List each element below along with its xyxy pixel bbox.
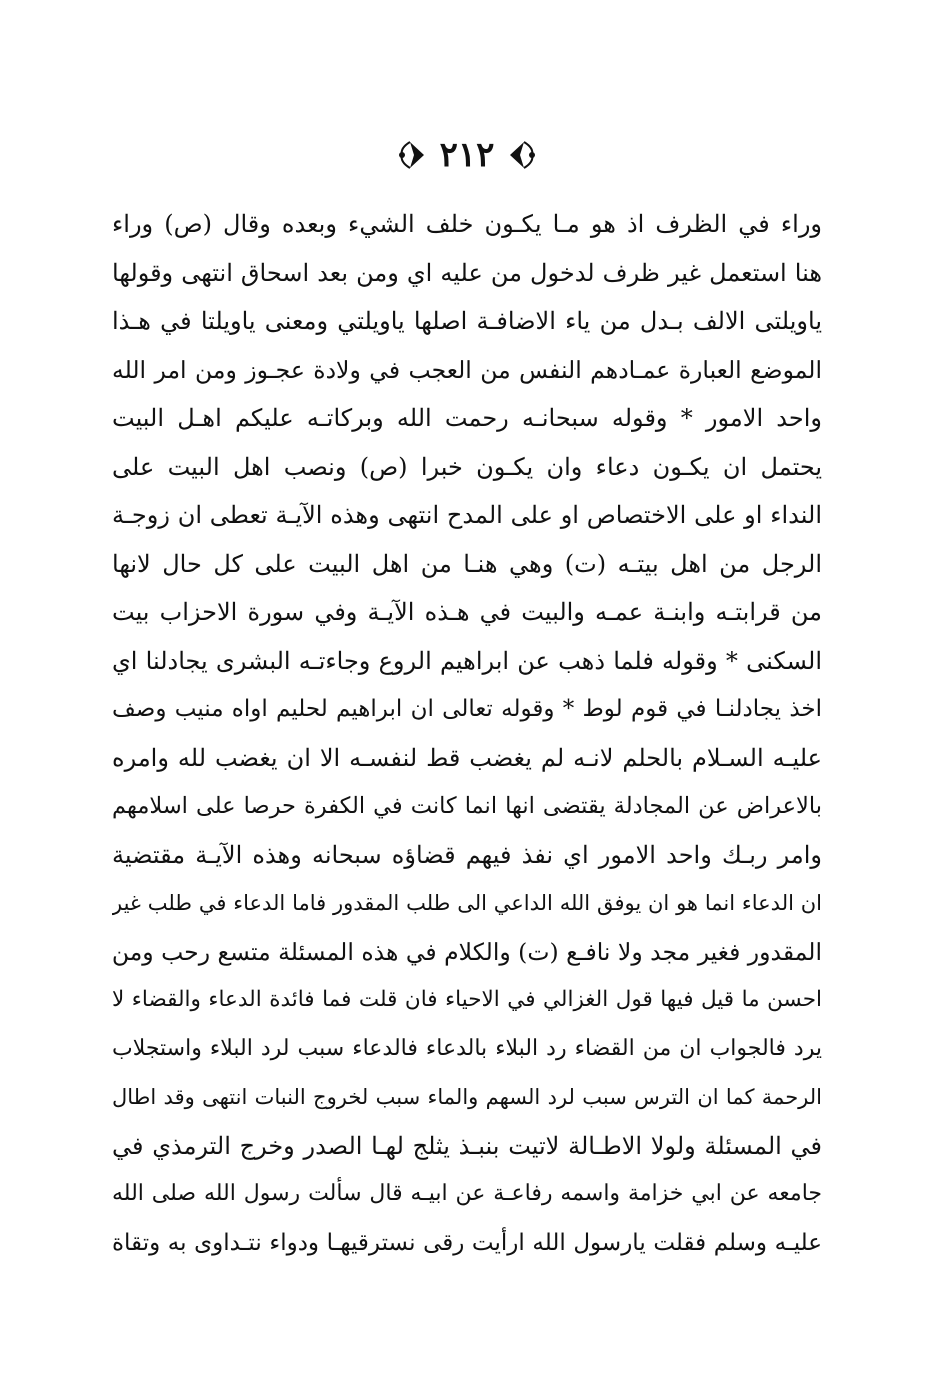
text-line: بالاعراض عن المجادلة يقتضى انها انما كانت في الكفرة حرصا على اسلامهم (112, 793, 822, 819)
text-line: النداء او على الاختصاص او على المدح انتهى وهذه الآيـة تعطى ان زوجـة (112, 501, 822, 529)
ornament-icon (396, 138, 426, 172)
text-line: الرحمة كما ان الترس سبب لرد السهم والماء سبب لخروج النبات انتهى وقد اطال (112, 1085, 822, 1109)
ornament-icon (508, 138, 538, 172)
text-line: الرجل من اهل بيتـه (ت) وهي هنـا من اهل البيت على كل حال لانها (112, 549, 822, 578)
text-line: المقدور فغير مجد ولا نافـع (ت) والكلام في هذه المسئلة متسع رحب ومن (112, 937, 822, 966)
text-line: الموضع العبارة عمـادهم النفس من العجب في ولادة عجـوز ومن امر الله (112, 355, 822, 384)
text-line: احسن ما قيل فيها قول الغزالي في الاحياء فان قلت فما فائدة الدعاء والقضاء لا (112, 987, 822, 1012)
text-line: ياويلتى الالف بـدل من ياء الاضافـة اصلها ياويلتي ومعنى ياويلتا في هـذا (112, 307, 822, 335)
text-line: ان الدعاء انما هو ان يوفق الله الداعي الى طلب المقدور فاما الدعاء في طلب غير (112, 891, 822, 915)
text-line: وامر ربـك واحد الامور اي نفذ فيهم قضاؤه سبحانه وهذه الآيـة مقتضية (112, 840, 822, 869)
text-line: السكنى * وقوله فلما ذهب عن ابراهيم الروع وجاءتـه البشرى يجادلنا اي (112, 646, 822, 675)
text-line: وراء في الظرف اذ هو مـا يكـون خلف الشيء وبعده وقال (ص) وراء (112, 210, 822, 238)
text-line: يرد فالجواب ان من القضاء رد البلاء بالدعاء فالدعاء سبب لرد البلاء واستجلاب (112, 1035, 822, 1061)
text-line: جامعه عن ابي خزامة واسمه رفاعـة عن ابيـه قال سألت رسول الله صلى الله (112, 1181, 822, 1206)
text-line: يحتمل ان يكـون دعاء وان يكـون خبرا (ص) ونصب اهل البيت على (112, 452, 822, 481)
text-line: في المسئلة ولولا الاطـالة لاتيت بنبـذ يثلج لهـا الصدر وخرج الترمذي في (112, 1131, 822, 1160)
text-line: من قرابتـه وابنـة عمـه والبيت في هـذه الآيـة وفي سورة الاحزاب بيت (112, 598, 822, 626)
text-line: هنا استعمل غير ظرف لدخول من عليه اي ومن بعد اسحاق انتهى وقولها (112, 258, 822, 287)
text-body (112, 200, 822, 1267)
text-line: عليـه السـلام بالحلم لانـه لم يغضب قط لنفسـه الا ان يغضب لله وامره (112, 743, 822, 772)
text-line: اخذ يجادلنـا في قوم لوط * وقوله تعالى ان ابراهيم لحليم اواه منيب وصف (112, 696, 822, 722)
page-number: ٢١٢ (439, 135, 495, 175)
page-header (0, 135, 934, 175)
text-line: عليـه وسلم فقلت يارسول الله ارأيت رقى نسترقيهـا ودواء نتـداوى به وتقاة (112, 1229, 822, 1256)
text-line: واحد الامور * وقوله سبحانـه رحمت الله وبركاتـه عليكم اهـل البيت (112, 404, 822, 432)
